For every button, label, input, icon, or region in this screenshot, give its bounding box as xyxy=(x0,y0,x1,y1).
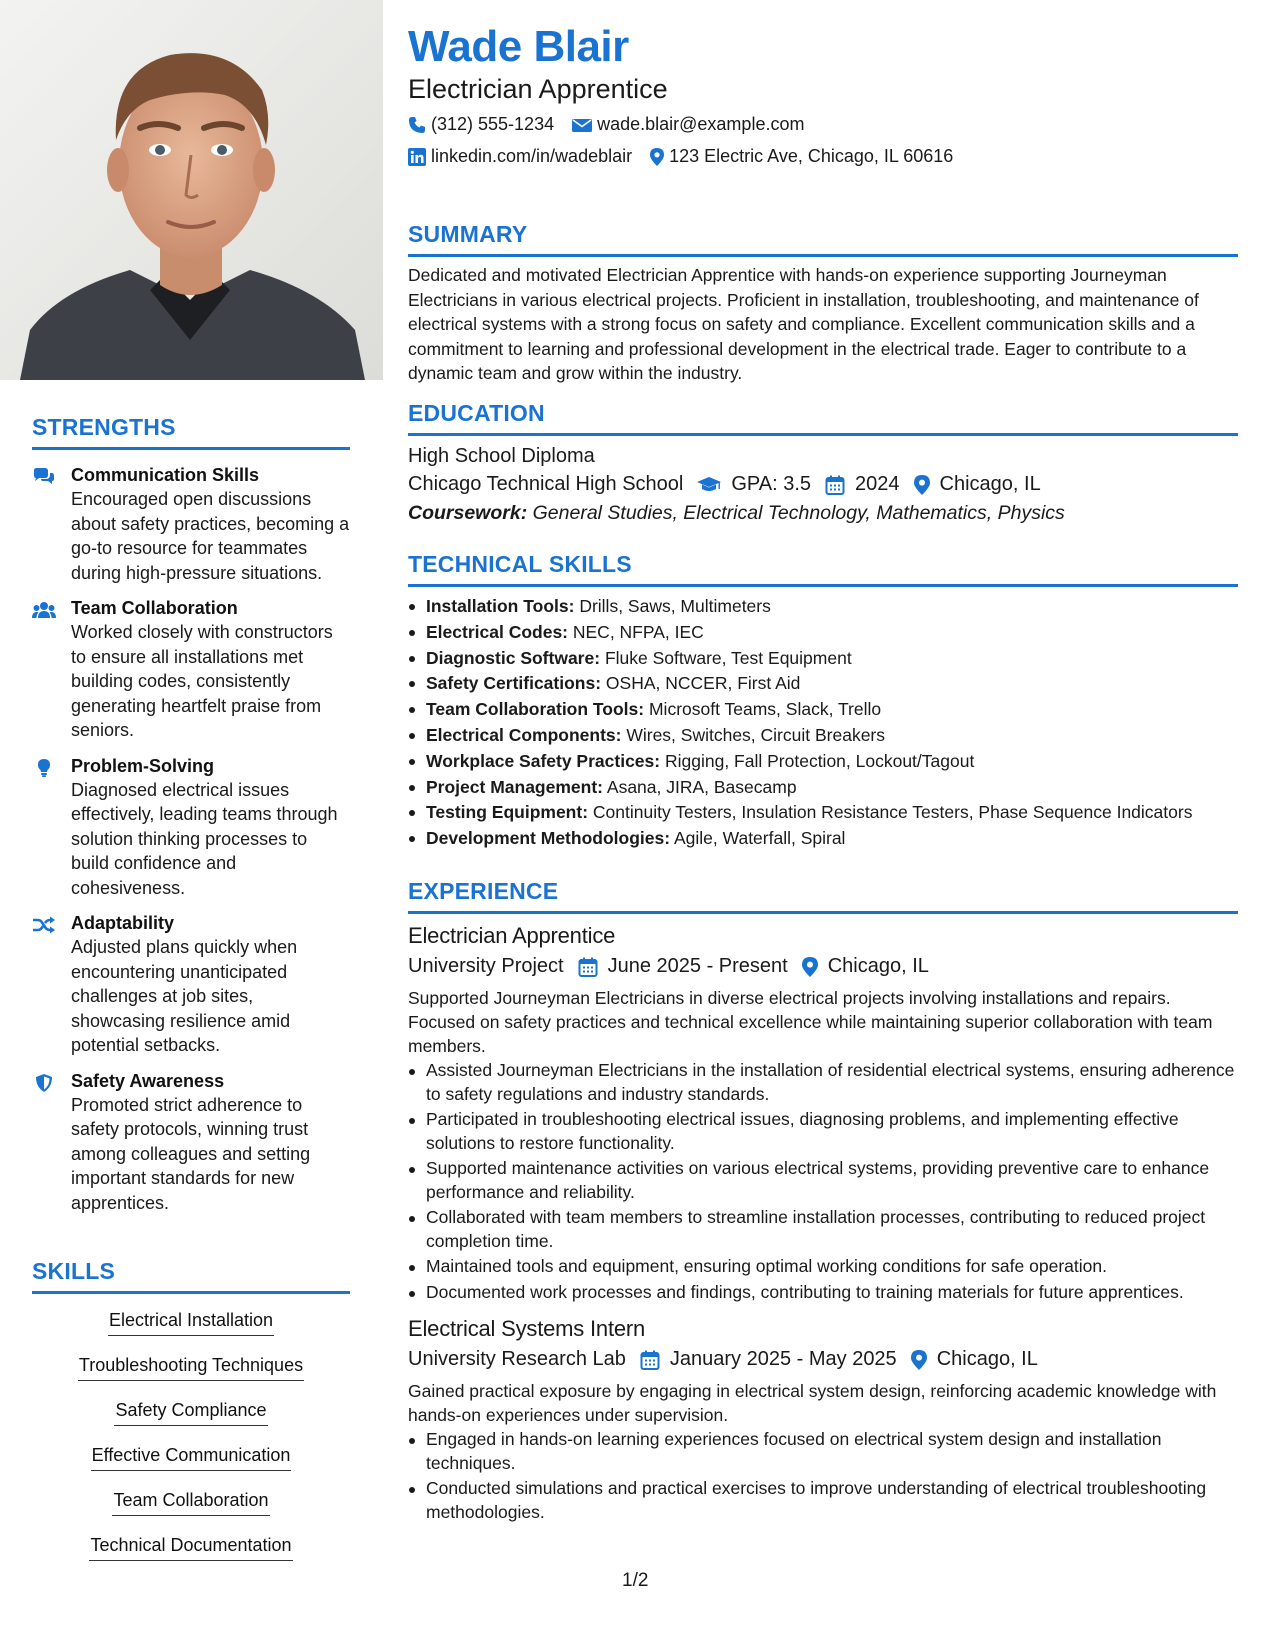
job-meta xyxy=(408,955,1238,978)
list-item: Supported maintenance activities on various electrical systems, providing preventive care to enhance performance and reliability. xyxy=(408,1157,1238,1204)
list-item: Collaborated with team members to streamline installation processes, contributing to reduced project completion time. xyxy=(408,1206,1238,1253)
list-item: Maintained tools and equipment, ensuring optimal working conditions for safe operation. xyxy=(408,1255,1238,1279)
envelope-icon xyxy=(572,116,592,134)
job-summary: Supported Journeyman Electricians in diverse electrical projects involving installations and repairs. Focused on safety practices and technical excellence while maintaining superior collaboration with team members. xyxy=(408,988,1213,1056)
job-dates: January 2025 - May 2025 xyxy=(669,1348,897,1370)
strength-title: Communication Skills xyxy=(71,465,260,485)
education-rule xyxy=(408,433,1238,436)
email-link[interactable]: wade.blair@example.com xyxy=(597,114,805,134)
job-org: University Research Lab xyxy=(408,1348,626,1370)
summary-title: SUMMARY xyxy=(408,221,528,247)
strengths-section xyxy=(32,414,350,1215)
gpa-text: GPA: 3.5 xyxy=(731,473,812,495)
skill-item: Team Collaboration xyxy=(112,1488,269,1516)
job-dates: June 2025 - Present xyxy=(607,955,788,977)
calendar-icon xyxy=(640,1350,660,1370)
address-text: 123 Electric Ave, Chicago, IL 60616 xyxy=(669,146,954,166)
phone-text[interactable]: (312) 555-1234 xyxy=(431,114,555,134)
strength-item xyxy=(32,1070,350,1216)
contact-row-1 xyxy=(408,114,804,135)
skills-rule xyxy=(32,1291,350,1294)
sidebar xyxy=(0,0,383,1650)
strength-title: Problem-Solving xyxy=(71,755,215,776)
lightbulb-icon xyxy=(32,759,56,777)
list-item: Development Methodologies: Agile, Waterfall, Spiral xyxy=(408,826,1238,852)
list-item: Project Management: Asana, JIRA, Basecamp xyxy=(408,775,1238,801)
skill-item: Effective Communication xyxy=(91,1443,292,1471)
map-marker-icon xyxy=(914,475,930,495)
strength-title: Safety Awareness xyxy=(71,1070,225,1091)
strength-desc: Promoted strict adherence to safety protocols, winning trust among colleagues and setting important standards for new apprentices. xyxy=(71,1094,311,1213)
graduation-cap-icon xyxy=(697,475,721,495)
list-item: Safety Certifications: OSHA, NCCER, First Aid xyxy=(408,671,1238,697)
candidate-role: Electrician Apprentice xyxy=(408,74,668,104)
list-item: Documented work processes and findings, contributing to training materials for future apprentices. xyxy=(408,1281,1238,1305)
list-item: Conducted simulations and practical exercises to improve understanding of electrical troubleshooting methodologies. xyxy=(408,1477,1238,1524)
job-location: Chicago, IL xyxy=(827,955,929,977)
users-icon xyxy=(32,601,56,619)
experience-rule xyxy=(408,911,1238,914)
skill-item: Safety Compliance xyxy=(114,1398,267,1426)
list-item: Electrical Components: Wires, Switches, Circuit Breakers xyxy=(408,723,1238,749)
list-item: Engaged in hands-on learning experiences focused on electrical system design and installation techniques. xyxy=(408,1428,1238,1475)
school-name: Chicago Technical High School xyxy=(408,473,684,495)
degree-title: High School Diploma xyxy=(408,445,595,467)
skills-list xyxy=(32,1308,350,1578)
linkedin-link[interactable]: linkedin.com/in/wadeblair xyxy=(431,146,633,166)
list-item: Electrical Codes: NEC, NFPA, IEC xyxy=(408,620,1238,646)
education-section xyxy=(408,400,1238,525)
list-item: Team Collaboration Tools: Microsoft Teams, Slack, Trello xyxy=(408,697,1238,723)
strength-title: Adaptability xyxy=(71,913,175,933)
strength-title: Team Collaboration xyxy=(71,598,238,618)
calendar-icon xyxy=(825,475,845,495)
technical-skills-section xyxy=(408,551,1238,852)
experience-title: EXPERIENCE xyxy=(408,878,559,904)
job-title: Electrical Systems Intern xyxy=(408,1316,646,1341)
experience-section xyxy=(408,878,1238,1526)
strengths-rule xyxy=(32,447,350,450)
shuffle-icon xyxy=(32,916,56,934)
summary-rule xyxy=(408,254,1238,257)
skills-section xyxy=(32,1258,350,1578)
strength-item xyxy=(32,464,350,585)
list-item: Participated in troubleshooting electrical issues, diagnosing problems, and implementing effective solutions to restore functionality. xyxy=(408,1108,1238,1155)
shield-icon xyxy=(32,1074,56,1092)
calendar-icon xyxy=(578,957,598,977)
linkedin-icon xyxy=(408,148,426,166)
map-marker-icon xyxy=(911,1350,927,1370)
coursework-text: General Studies, Electrical Technology, Mathematics, Physics xyxy=(532,502,1065,524)
job-summary: Gained practical exposure by engaging in electrical system design, reinforcing academic knowledge with hands-on experiences under supervision. xyxy=(408,1381,1217,1425)
strength-item xyxy=(32,912,350,1058)
coursework-label: Coursework: xyxy=(408,502,528,524)
list-item: Diagnostic Software: Fluke Software, Test Equipment xyxy=(408,646,1238,672)
profile-photo xyxy=(0,0,383,380)
strength-item xyxy=(32,597,350,743)
page-number: 1/2 xyxy=(622,1570,649,1591)
strength-desc: Encouraged open discussions about safety practices, becoming a go-to resource for teammates during high-pressure situations. xyxy=(71,489,350,583)
education-title: EDUCATION xyxy=(408,400,545,426)
technical-skills-list xyxy=(408,594,1238,852)
education-location: Chicago, IL xyxy=(939,473,1041,495)
graduation-year: 2024 xyxy=(855,473,900,495)
job-title: Electrician Apprentice xyxy=(408,923,616,948)
phone-icon xyxy=(408,116,426,134)
technical-skills-rule xyxy=(408,584,1238,587)
candidate-name: Wade Blair xyxy=(408,22,629,71)
strengths-title: STRENGTHS xyxy=(32,414,176,440)
education-meta xyxy=(408,473,1238,496)
skill-item: Electrical Installation xyxy=(108,1308,274,1336)
comments-icon xyxy=(32,468,56,486)
skill-item: Troubleshooting Techniques xyxy=(78,1353,304,1381)
summary-text: Dedicated and motivated Electrician Apprentice with hands-on experience supporting Journeyman Electricians in various electrical projects. Proficient in installation, troubleshooting, and maintenance of electrical systems with a strong focus on safety and compliance. Excellent communication skills and a commitment to learning and professional development in the electrical trade. Eager to contribute to a dynamic team and grow within the industry. xyxy=(408,265,1199,383)
strength-desc: Worked closely with constructors to ensure all installations met building codes, consistently generating heartfelt praise from seniors. xyxy=(71,622,333,740)
job-bullets xyxy=(408,1059,1238,1304)
job-location: Chicago, IL xyxy=(936,1348,1038,1370)
skill-item: Technical Documentation xyxy=(89,1533,292,1561)
strength-desc: Adjusted plans quickly when encountering unanticipated challenges at job sites, showcasing resilience amid potential setbacks. xyxy=(71,937,298,1055)
list-item: Assisted Journeyman Electricians in the installation of residential electrical systems, ensuring adherence to safety regulations and industry standards. xyxy=(408,1059,1238,1106)
coursework-line xyxy=(408,502,1238,525)
skills-title: SKILLS xyxy=(32,1258,115,1284)
job-bullets xyxy=(408,1428,1238,1524)
map-marker-icon xyxy=(650,148,664,166)
summary-section xyxy=(408,221,1238,386)
list-item: Installation Tools: Drills, Saws, Multimeters xyxy=(408,594,1238,620)
list-item: Workplace Safety Practices: Rigging, Fall Protection, Lockout/Tagout xyxy=(408,749,1238,775)
technical-skills-title: TECHNICAL SKILLS xyxy=(408,551,632,577)
strength-desc: Diagnosed electrical issues effectively, leading teams through solution thinking processes to build confidence and cohesiveness. xyxy=(71,779,338,898)
map-marker-icon xyxy=(802,957,818,977)
job-meta xyxy=(408,1348,1238,1371)
job-org: University Project xyxy=(408,955,564,977)
strength-item xyxy=(32,755,350,901)
contact-row-2 xyxy=(408,146,953,167)
list-item: Testing Equipment: Continuity Testers, Insulation Resistance Testers, Phase Sequence Indicators xyxy=(408,800,1238,826)
